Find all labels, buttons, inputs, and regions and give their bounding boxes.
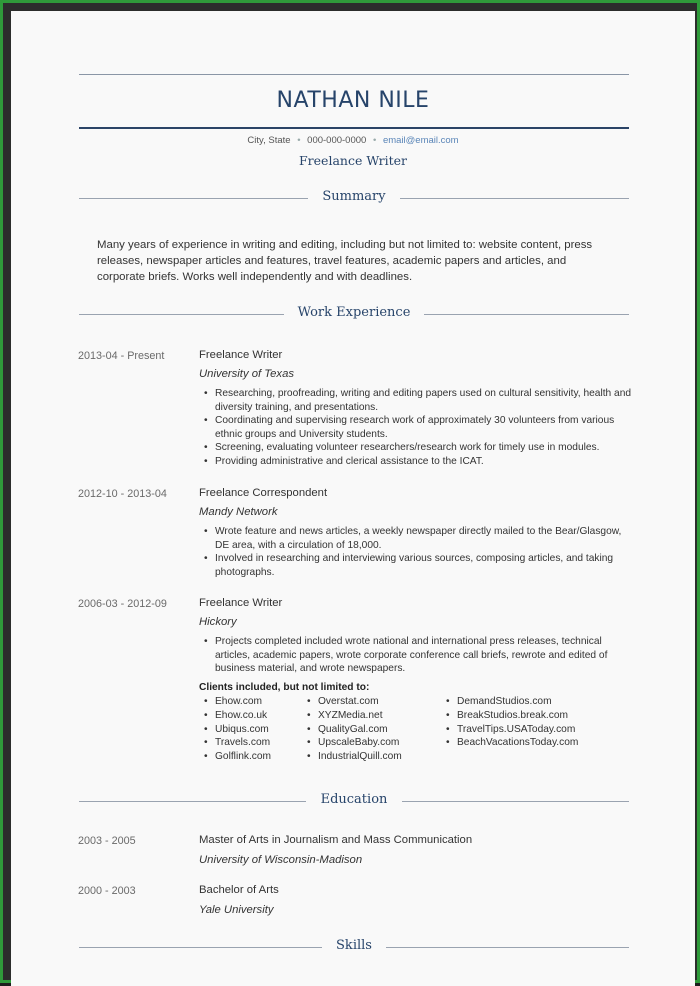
name-underline: [79, 127, 629, 129]
job-organization: Hickory: [199, 616, 237, 628]
list-item: • Wrote feature and news articles, a weekly newspaper directly mailed to the Bear/Glasgow, DE area, with a circulation of 18,000.: [204, 525, 634, 552]
job-organization: University of Texas: [199, 368, 295, 380]
list-item: • DemandStudios.com: [446, 695, 578, 709]
education-degree: Bachelor of Arts: [199, 884, 279, 896]
job-bullets: [204, 635, 634, 676]
clients-column-1: [204, 695, 271, 764]
list-item: • IndustrialQuill.com: [307, 750, 402, 764]
job-role: Freelance Correspondent: [199, 487, 328, 499]
list-item: • UpscaleBaby.com: [307, 736, 402, 750]
list-item: • XYZMedia.net: [307, 709, 402, 723]
section-title: Education: [320, 792, 388, 807]
list-item: • Projects completed included wrote national and international press releases, technical articles, academic papers, wrote corporate conference call briefs, rewrote and edited of business material, and wrote newspapers.: [204, 635, 634, 676]
list-item: • Providing administrative and clerical assistance to the ICAT.: [204, 455, 634, 469]
education-dates: 2000 - 2003: [78, 885, 136, 897]
list-item: • Travels.com: [204, 736, 271, 750]
list-item: • Golflink.com: [204, 750, 271, 764]
summary-text: Many years of experience in writing and editing, including but not limited to: website content, press releases, newspaper articles and features, travel features, academic papers and articles, and corporate briefs. Works well independently and with deadlines.: [97, 239, 593, 283]
job-dates: 2013-04 - Present: [78, 350, 165, 362]
list-item: • BreakStudios.break.com: [446, 709, 578, 723]
section-heading-skills: [79, 938, 629, 956]
list-item: • BeachVacationsToday.com: [446, 736, 578, 750]
separator-dot-icon: •: [297, 135, 301, 146]
section-heading-work: [79, 305, 629, 323]
clients-column-3: [446, 695, 578, 750]
list-item: • Involved in researching and interviewing various sources, composing articles, and taking photographs.: [204, 552, 634, 579]
contact-email[interactable]: email@email.com: [382, 135, 459, 146]
job-role: Freelance Writer: [199, 597, 283, 609]
list-item: • Coordinating and supervising research work of approximately 30 volunteers from various ethnic groups and University students.: [204, 414, 634, 441]
job-organization: Mandy Network: [199, 506, 278, 518]
list-item: • TravelTips.USAToday.com: [446, 723, 578, 737]
list-item: • Ehow.co.uk: [204, 709, 271, 723]
job-bullets: [204, 525, 634, 579]
education-school: Yale University: [199, 904, 274, 916]
clients-column-2: [307, 695, 402, 764]
separator-dot-icon: •: [372, 135, 377, 146]
job-role: Freelance Writer: [199, 349, 283, 361]
candidate-name: NATHAN NILE: [276, 88, 430, 113]
contact-line: [11, 135, 695, 146]
job-bullets: [204, 387, 634, 469]
list-item: • Researching, proofreading, writing and editing papers used on cultural sensitivity, health and diversity training, and presentations.: [204, 387, 634, 414]
job-dates: 2012-10 - 2013-04: [78, 488, 167, 500]
contact-city: City, State: [247, 135, 291, 146]
list-item: • Ehow.com: [204, 695, 271, 709]
education-degree: Master of Arts in Journalism and Mass Communication: [199, 834, 473, 846]
list-item: • Ubiqus.com: [204, 723, 271, 737]
education-dates: 2003 - 2005: [78, 835, 136, 847]
list-item: • QualityGal.com: [307, 723, 402, 737]
job-title: Freelance Writer: [299, 153, 407, 168]
job-dates: 2006-03 - 2012-09: [78, 598, 167, 610]
list-item: • Screening, evaluating volunteer researchers/research work for timely use in modules.: [204, 441, 634, 455]
contact-phone: 000-000-0000: [307, 135, 367, 146]
section-heading-education: [79, 792, 629, 810]
resume-page: [11, 11, 695, 986]
education-school: University of Wisconsin-Madison: [199, 854, 363, 866]
list-item: • Overstat.com: [307, 695, 402, 709]
top-rule: [79, 74, 629, 75]
section-title: Summary: [322, 189, 386, 204]
clients-heading: Clients included, but not limited to:: [199, 682, 370, 693]
section-title: Skills: [336, 938, 372, 953]
section-heading-summary: [79, 189, 629, 207]
section-title: Work Experience: [297, 305, 411, 320]
